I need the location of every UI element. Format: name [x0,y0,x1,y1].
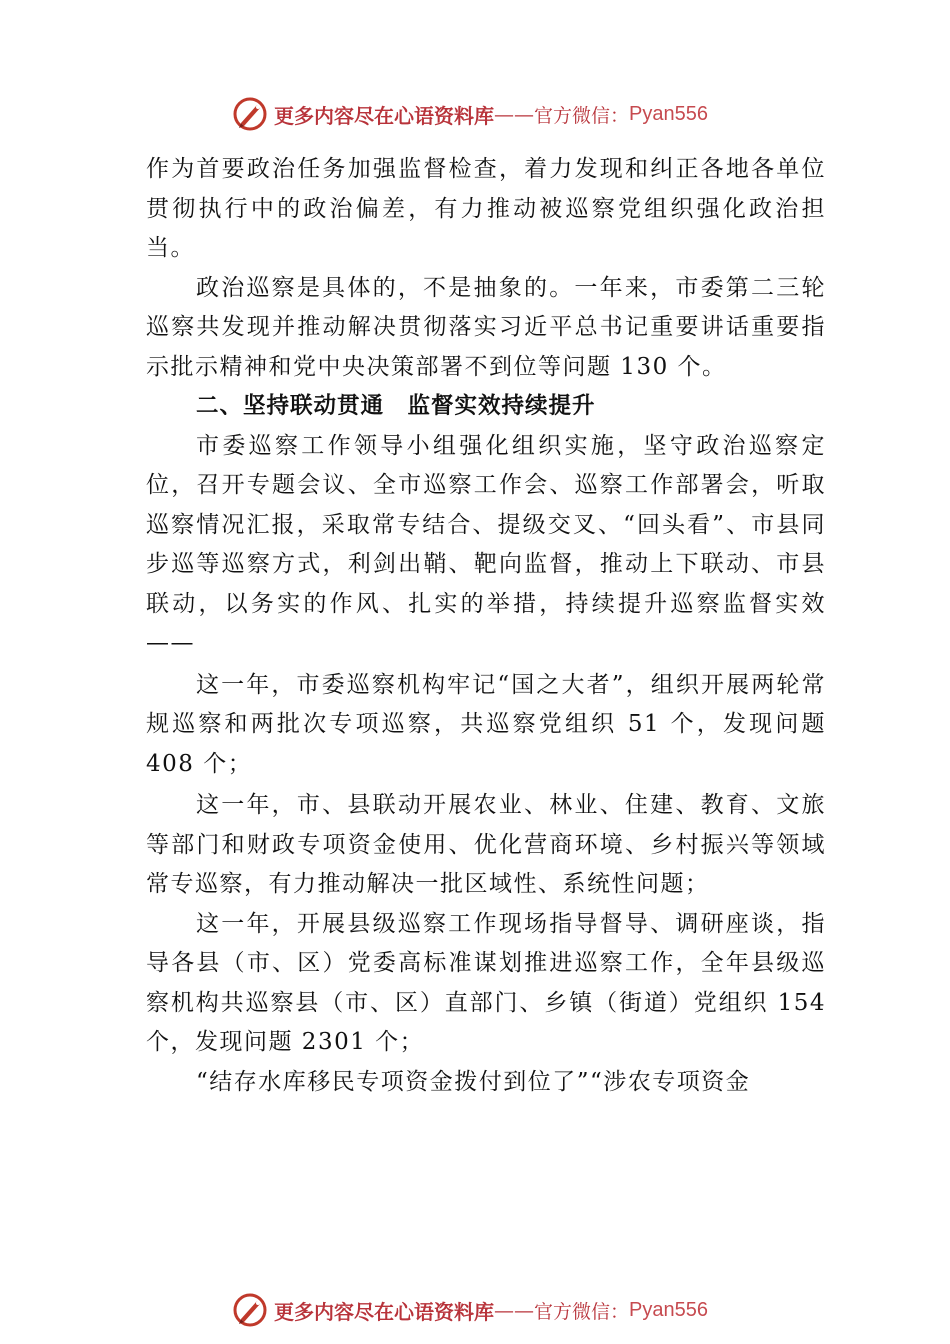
watermark-sub-text: 官方微信： [534,104,630,127]
watermark-dash: —— [494,102,534,126]
paragraph: “结存水库移民专项资金拨付到位了”“涉农专项资金 [196,1068,751,1095]
footer-watermark [232,1290,708,1330]
watermark-main-text: 更多内容尽在心语资料库 [274,103,494,128]
watermark-main-text: 更多内容尽在心语资料库 [274,1299,494,1324]
paragraph: 这一年，开展县级巡察工作现场指导督导、调研座谈，指导各县（市、区）党委高标准谋划推进巡察工作，全年县级巡察机构共巡察县（市、区）直部门、乡镇（街道）党组织 154 个，发现问题 2301 个； [146,910,826,1055]
paragraph: 市委巡察工作领导小组强化组织实施，坚守政治巡察定位，召开专题会议、全市巡察工作会、巡察工作部署会，听取巡察情况汇报，采取常专结合、提级交叉、“回头看”、市县同步巡等巡察方式，利剑出鞘、靶向监督，推动上下联动、市县联动，以务实的作风、扎实的举措，持续提升巡察监督实效—— [146,432,826,656]
paragraph: 这一年，市委巡察机构牢记“国之大者”，组织开展两轮常规巡察和两批次专项巡察，共巡察党组织 51 个，发现问题 408 个； [146,671,826,777]
paragraph: 政治巡察是具体的，不是抽象的。一年来，市委第二三轮巡察共发现并推动解决贯彻落实习近平总书记重要讲话重要指示批示精神和党中央决策部署不到位等问题 130 个。 [146,274,826,380]
watermark-sub-text: 官方微信： [534,1300,630,1323]
pen-logo-icon [232,1292,268,1328]
pen-logo-icon [232,96,268,132]
paragraph: 作为首要政治任务加强监督检查，着力发现和纠正各地各单位贯彻执行中的政治偏差，有力推动被巡察党组织强化政治担当。 [146,156,826,261]
document-body [146,150,826,1102]
watermark-wechat-id: Pyan556 [629,1298,708,1321]
watermark-dash: —— [494,1298,534,1322]
paragraph: 这一年，市、县联动开展农业、林业、住建、教育、文旅等部门和财政专项资金使用、优化营商环境、乡村振兴等领域常专巡察，有力推动解决一批区域性、系统性问题； [146,792,826,897]
section-heading: 二、坚持联动贯通 监督实效持续提升 [196,393,596,419]
watermark-wechat-id: Pyan556 [629,102,708,125]
header-watermark [232,94,708,134]
